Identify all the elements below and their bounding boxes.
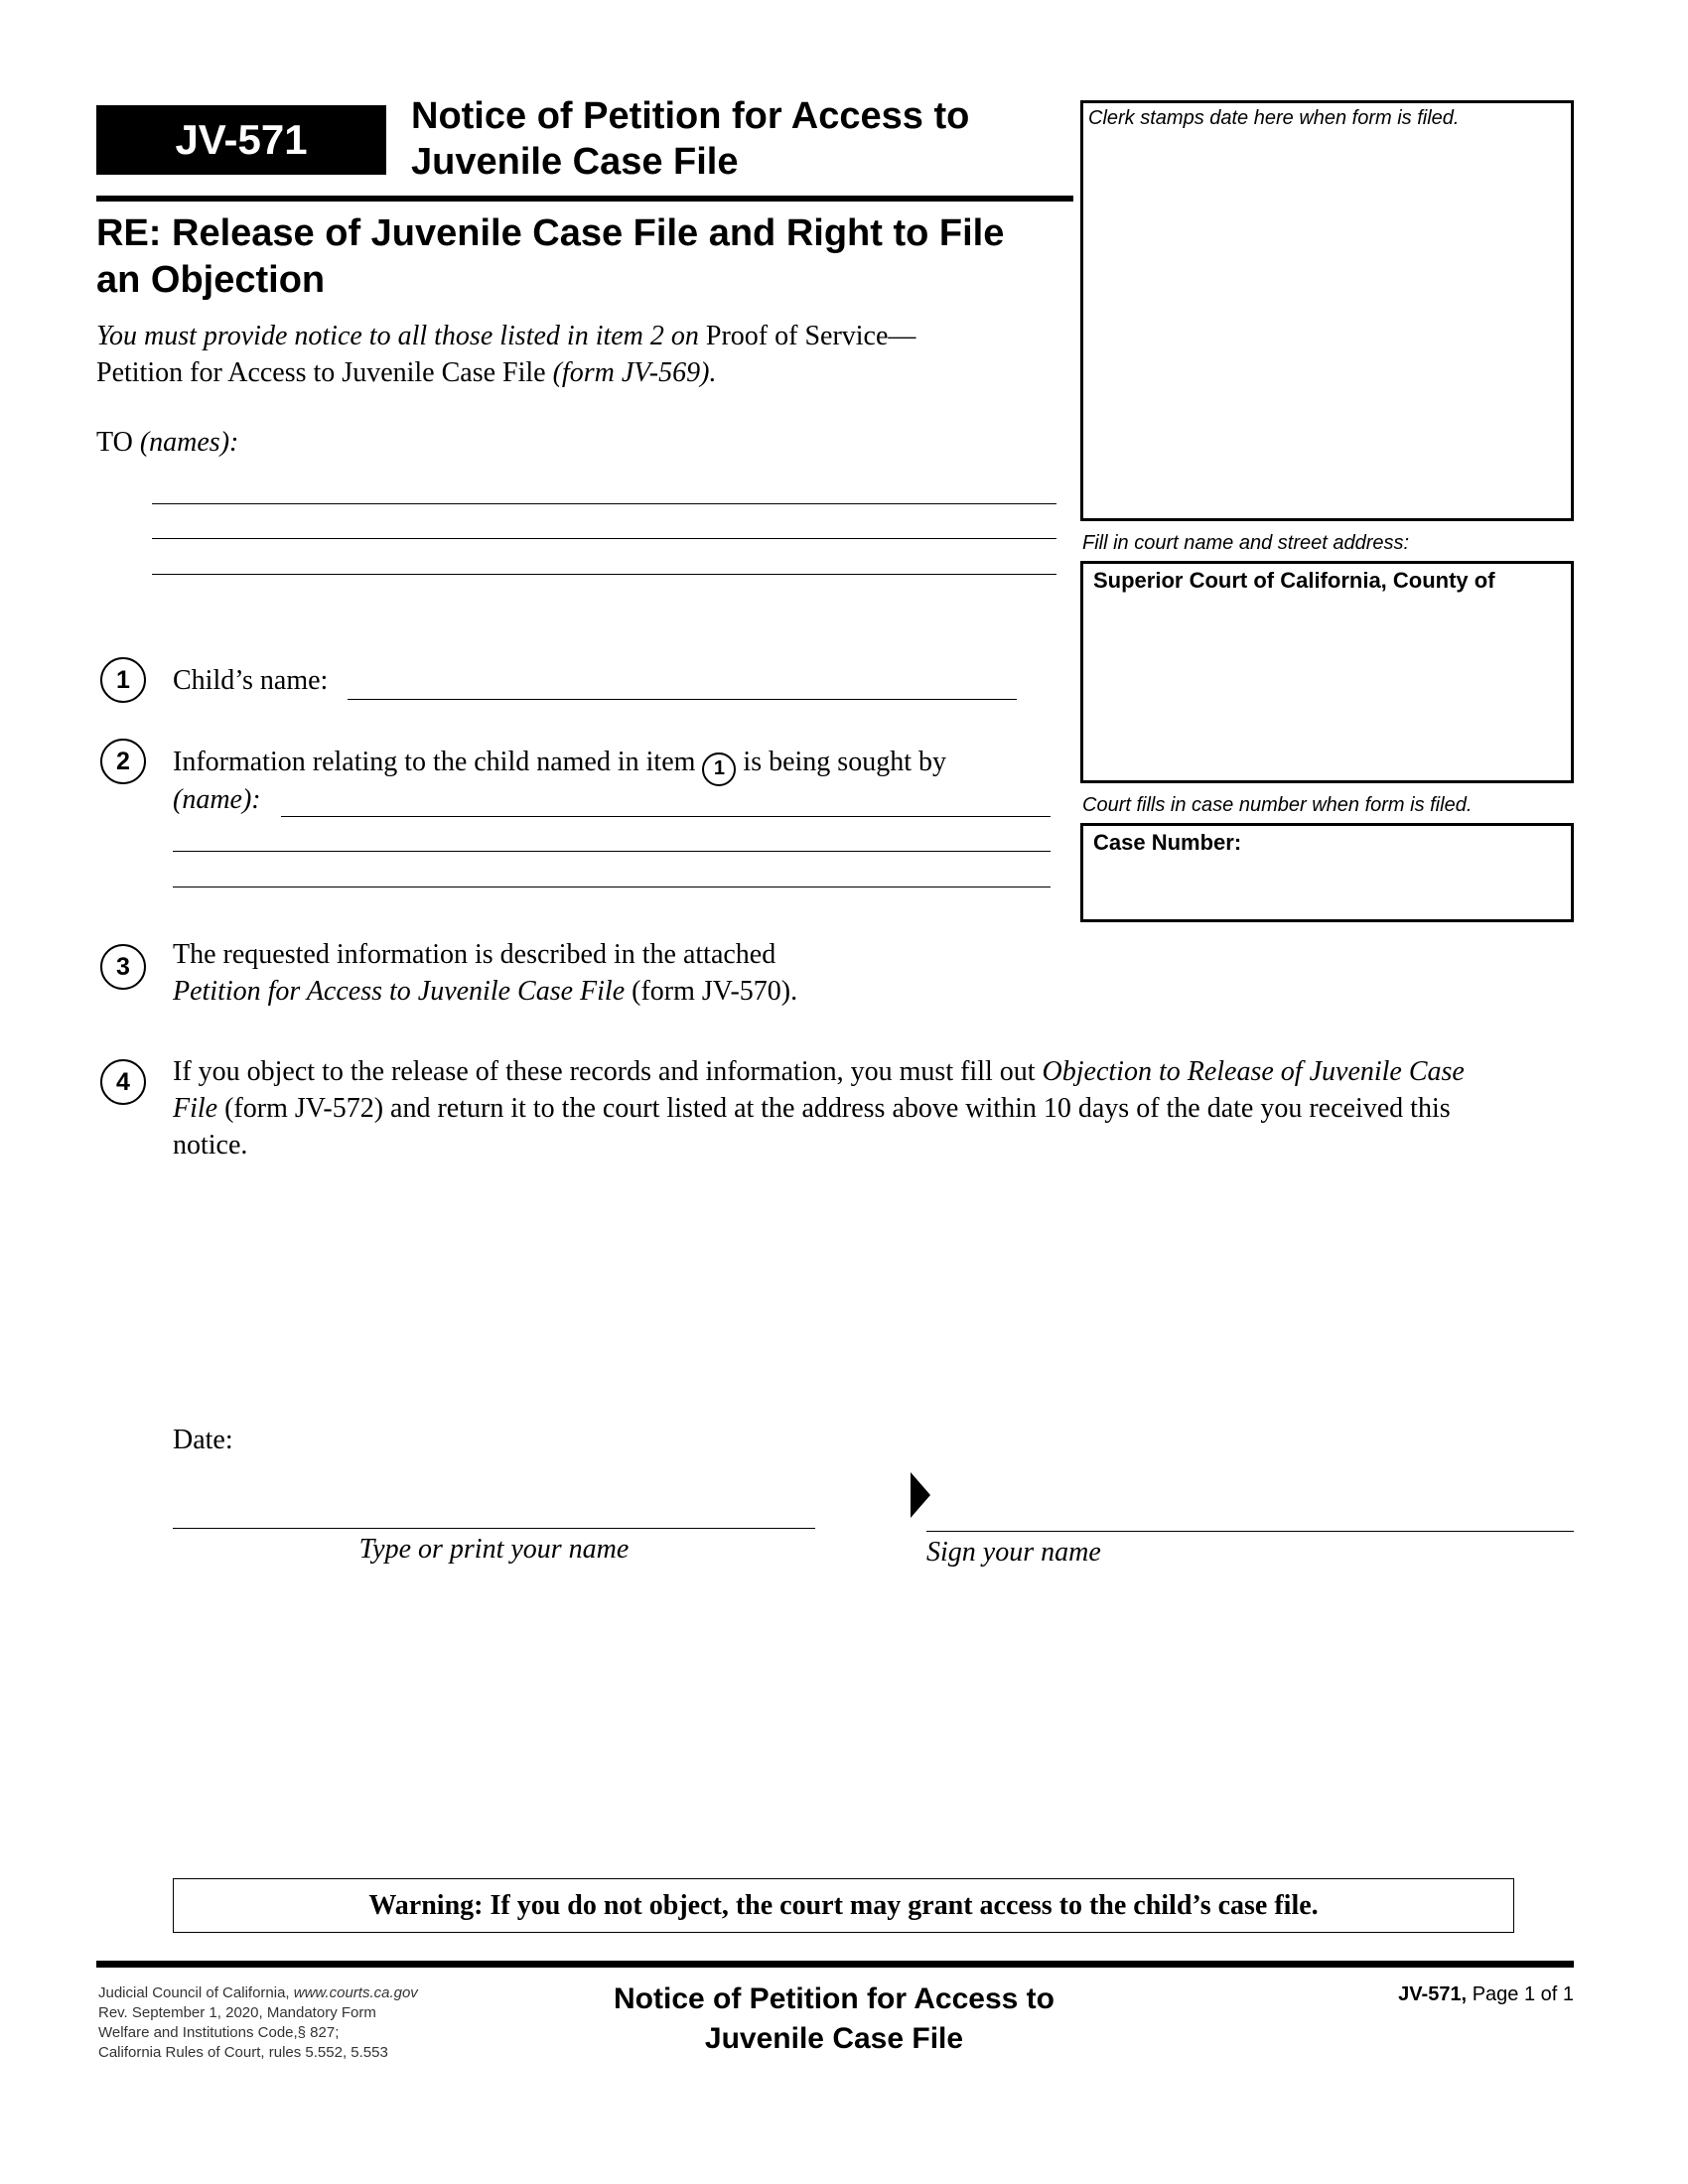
- to-names-line[interactable]: [152, 538, 1056, 539]
- re-heading-line2: an Objection: [96, 259, 326, 301]
- form-number: JV-571: [175, 116, 308, 163]
- court-name-label: Superior Court of California, County of: [1093, 568, 1495, 593]
- print-name-caption: Type or print your name: [358, 1534, 630, 1565]
- childs-name-field[interactable]: [348, 699, 1017, 700]
- footer-rule: [96, 1961, 1574, 1968]
- signature-field[interactable]: [926, 1531, 1574, 1532]
- case-box-caption: Court fills in case number when form is filed.: [1082, 794, 1473, 816]
- courts-website-link[interactable]: www.courts.ca.gov: [293, 1984, 418, 2001]
- notice-instructions: [96, 318, 915, 391]
- item-number-4: 4: [100, 1059, 146, 1105]
- childs-name-label: Child’s name:: [173, 665, 329, 696]
- case-number-label: Case Number:: [1093, 830, 1242, 855]
- case-number-box[interactable]: [1080, 823, 1574, 922]
- footer-page-number: JV-571, Page 1 of 1: [1398, 1983, 1574, 2005]
- clerk-stamp-label: Clerk stamps date here when form is filed.: [1088, 107, 1460, 129]
- notice-text: You must provide notice to all those listed in item 2 on: [96, 321, 699, 351]
- requester-name-label: (name):: [173, 784, 261, 815]
- requester-name-field[interactable]: [281, 816, 1051, 817]
- notice-form-ref: Proof of Service—: [705, 321, 916, 351]
- item-3-text: The requested information is described in the attached Petition for Access to Juvenile Case File (form JV-570).: [173, 939, 798, 1007]
- form-title: [411, 93, 969, 185]
- re-heading: [96, 210, 1004, 304]
- footer-title: Notice of Petition for Access to Juvenile Case File: [614, 1982, 1055, 2055]
- header-rule: [96, 196, 1073, 202]
- print-name-field[interactable]: [173, 1528, 815, 1529]
- item-4-text: If you object to the release of these records and information, you must fill out Objection to Release of Juvenile Case File (form JV-572) and return it to the court listed at the address above within 10 days of the date you received this notice.: [173, 1056, 1465, 1160]
- signature-arrow-icon: [911, 1472, 932, 1518]
- court-box-caption: Fill in court name and street address:: [1082, 532, 1410, 554]
- warning-box: [173, 1878, 1514, 1933]
- requester-name-line[interactable]: [173, 851, 1051, 852]
- notice-form-ref-cont: Petition for Access to Juvenile Case File: [96, 357, 546, 388]
- court-name-box[interactable]: [1080, 561, 1574, 783]
- to-names-line[interactable]: [152, 574, 1056, 575]
- re-heading-line1: RE: Release of Juvenile Case File and Right to File: [96, 212, 1005, 254]
- footer-citation: Judicial Council of California, www.courts.ca.gov Rev. September 1, 2020, Mandatory Form Welfare and Institutions Code,§ 827; California Rules of Court, rules 5.552, 5.553: [98, 1984, 418, 2061]
- item-number-3: 3: [100, 944, 146, 990]
- clerk-stamp-box[interactable]: [1080, 100, 1574, 521]
- item-number-1: 1: [100, 657, 146, 703]
- notice-form-number: (form JV-569).: [552, 357, 717, 388]
- form-title-line2: Juvenile Case File: [411, 141, 739, 183]
- signature-caption: Sign your name: [926, 1537, 1101, 1568]
- to-label: TO (names):: [96, 427, 239, 458]
- item-number-2: 2: [100, 739, 146, 784]
- form-number-badge: [96, 105, 386, 175]
- form-title-line1: Notice of Petition for Access to: [411, 95, 970, 137]
- warning-text: Warning: If you do not object, the court may grant access to the child’s case file.: [368, 1889, 1319, 1921]
- item-reference-1: 1: [702, 752, 736, 786]
- date-label: Date:: [173, 1425, 233, 1455]
- to-names-line[interactable]: [152, 503, 1056, 504]
- item-2-text: Information relating to the child named in item 1 is being sought by: [173, 744, 946, 786]
